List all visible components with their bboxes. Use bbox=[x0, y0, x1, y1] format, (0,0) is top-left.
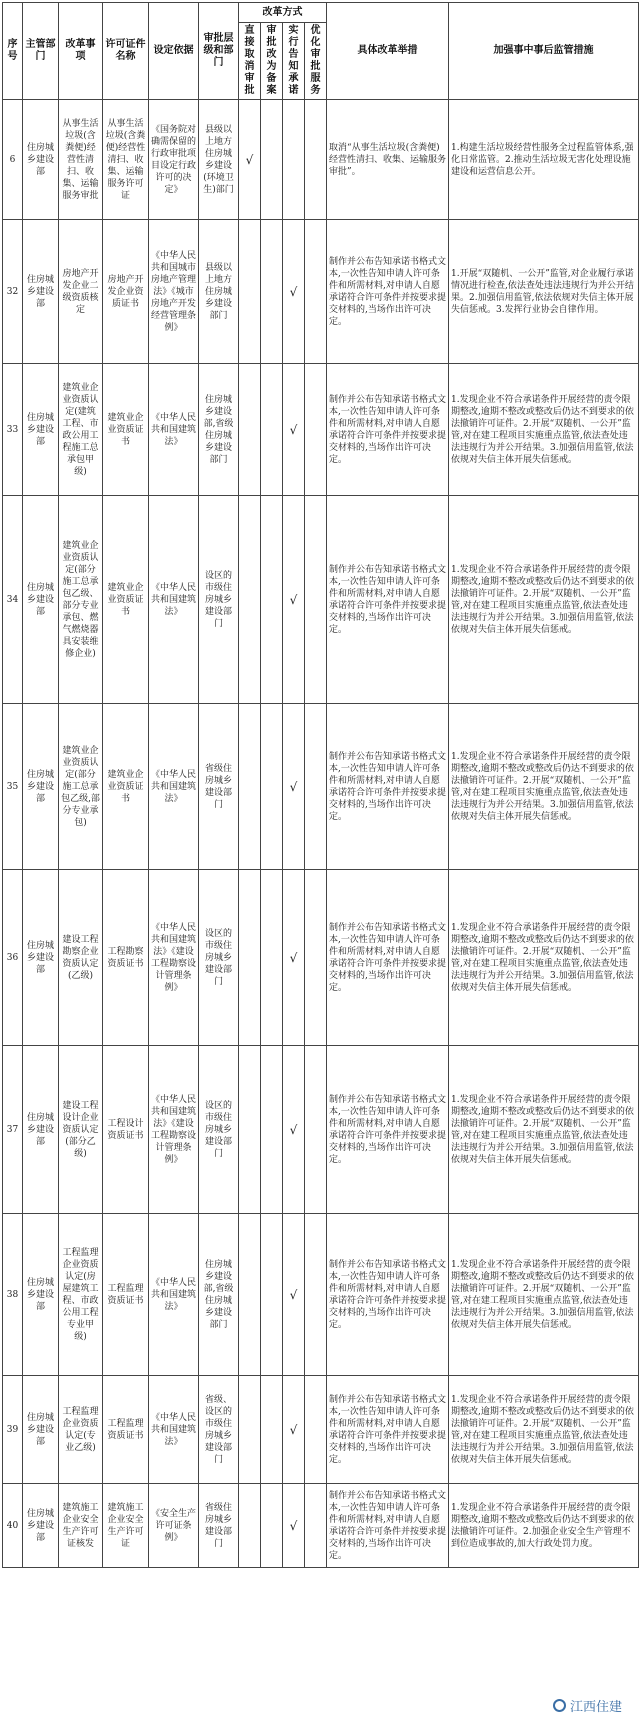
cell-license: 建筑施工企业安全生产许可证 bbox=[103, 1484, 149, 1568]
cell-level: 省级、设区的市级住房城乡建设部门 bbox=[199, 1376, 239, 1484]
cell-optimize bbox=[305, 870, 327, 1046]
cell-item: 建设工程设计企业资质认定(部分乙级) bbox=[59, 1046, 103, 1214]
table-row bbox=[3, 1484, 639, 1568]
cell-optimize bbox=[305, 496, 327, 704]
cell-filing bbox=[261, 220, 283, 364]
cell-basis: 《国务院对确需保留的行政审批项目设定行政许可的决定》 bbox=[149, 100, 199, 220]
header-notice: 实行告知承诺 bbox=[283, 23, 305, 100]
cell-basis: 《中华人民共和国城市房地产管理法》《城市房地产开发经营管理条例》 bbox=[149, 220, 199, 364]
cell-supervision: 1.发现企业不符合承诺条件开展经营的责令限期整改,逾期不整改或整改后仍达不到要求的依法撤销许可证件。2.开展“双随机、一公开”监管,对在建工程项目实施重点监管,依法查处违法违规行为并公开结果。3.加强信用监管,依法依规对失信主体开展失信惩戒。 bbox=[449, 870, 639, 1046]
cell-cancel bbox=[239, 704, 261, 870]
cell-license: 建筑业企业资质证书 bbox=[103, 496, 149, 704]
cell-seq: 35 bbox=[3, 704, 23, 870]
header-supervision: 加强事中事后监管措施 bbox=[449, 3, 639, 100]
cell-supervision: 1.发现企业不符合承诺条件开展经营的责令限期整改,逾期不整改或整改后仍达不到要求的依法撤销许可证件。2.开展“双随机、一公开”监管,对在建工程项目实施重点监管,依法查处违法违规行为并公开结果。3.加强信用监管,依法依规对失信主体开展失信惩戒。 bbox=[449, 704, 639, 870]
cell-cancel bbox=[239, 220, 261, 364]
cell-basis: 《中华人民共和国建筑法》 bbox=[149, 364, 199, 496]
cell-optimize bbox=[305, 220, 327, 364]
cell-measures: 制作并公布告知承诺书格式文本,一次性告知申请人许可条件和所需材料,对申请人自愿承诺符合许可条件并按要求提交材料的,当场作出许可决定。 bbox=[327, 496, 449, 704]
cell-level: 住房城乡建设部,省级住房城乡建设部门 bbox=[199, 364, 239, 496]
cell-seq: 39 bbox=[3, 1376, 23, 1484]
header-item: 改革事项 bbox=[59, 3, 103, 100]
cell-seq: 34 bbox=[3, 496, 23, 704]
cell-item: 从事生活垃圾(含粪便)经营性清扫、收集、运输服务审批 bbox=[59, 100, 103, 220]
cell-dept: 住房城乡建设部 bbox=[23, 220, 59, 364]
cell-basis: 《中华人民共和国建筑法》 bbox=[149, 1376, 199, 1484]
cell-supervision: 1.开展“双随机、一公开”监管,对企业履行承诺情况进行检查,依法查处违法违规行为并公开结果。2.加强信用监管,依法依规对失信主体开展失信惩戒。3.发挥行业协会自律作用。 bbox=[449, 220, 639, 364]
cell-level: 省级住房城乡建设部门 bbox=[199, 1484, 239, 1568]
table-row bbox=[3, 364, 639, 496]
cell-measures: 制作并公布告知承诺书格式文本,一次性告知申请人许可条件和所需材料,对申请人自愿承诺符合许可条件并按要求提交材料的,当场作出许可决定。 bbox=[327, 870, 449, 1046]
cell-cancel: √ bbox=[239, 100, 261, 220]
cell-supervision: 1.发现企业不符合承诺条件开展经营的责令限期整改,逾期不整改或整改后仍达不到要求的依法撤销许可证件。2.开展“双随机、一公开”监管,对在建工程项目实施重点监管,依法查处违法违规行为并公开结果。3.加强信用监管,依法依规对失信主体开展失信惩戒。 bbox=[449, 1046, 639, 1214]
cell-basis: 《中华人民共和国建筑法》 bbox=[149, 1214, 199, 1376]
cell-license: 工程监理资质证书 bbox=[103, 1376, 149, 1484]
cell-filing bbox=[261, 870, 283, 1046]
header-reform-group: 改革方式 bbox=[239, 3, 327, 23]
header-cancel: 直接取消审批 bbox=[239, 23, 261, 100]
cell-supervision: 1.发现企业不符合承诺条件开展经营的责令限期整改,逾期不整改或整改后仍达不到要求的依法撤销许可证件。2.开展“双随机、一公开”监管,对在建工程项目实施重点监管,依法查处违法违规行为并公开结果。3.加强信用监管,依法依规对失信主体开展失信惩戒。 bbox=[449, 364, 639, 496]
cell-item: 房地产开发企业二级资质核定 bbox=[59, 220, 103, 364]
cell-notice: √ bbox=[283, 704, 305, 870]
cell-optimize bbox=[305, 1046, 327, 1214]
table-row bbox=[3, 1376, 639, 1484]
cell-seq: 38 bbox=[3, 1214, 23, 1376]
cell-cancel bbox=[239, 364, 261, 496]
cell-item: 工程监理企业资质认定(房屋建筑工程、市政公用工程专业甲级) bbox=[59, 1214, 103, 1376]
cell-dept: 住房城乡建设部 bbox=[23, 496, 59, 704]
cell-notice: √ bbox=[283, 1376, 305, 1484]
cell-dept: 住房城乡建设部 bbox=[23, 1484, 59, 1568]
cell-license: 建筑业企业资质证书 bbox=[103, 704, 149, 870]
cell-level: 县级以上地方住房城乡建设部门 bbox=[199, 220, 239, 364]
cell-filing bbox=[261, 1484, 283, 1568]
header-measures: 具体改革举措 bbox=[327, 3, 449, 100]
cell-cancel bbox=[239, 1376, 261, 1484]
cell-dept: 住房城乡建设部 bbox=[23, 364, 59, 496]
table-row bbox=[3, 1046, 639, 1214]
cell-measures: 制作并公布告知承诺书格式文本,一次性告知申请人许可条件和所需材料,对申请人自愿承诺符合许可条件并按要求提交材料的,当场作出许可决定。 bbox=[327, 364, 449, 496]
cell-basis: 《中华人民共和国建筑法》 bbox=[149, 496, 199, 704]
cell-license: 工程监理资质证书 bbox=[103, 1214, 149, 1376]
cell-level: 住房城乡建设部,省级住房城乡建设部门 bbox=[199, 1214, 239, 1376]
cell-cancel bbox=[239, 496, 261, 704]
cell-notice: √ bbox=[283, 496, 305, 704]
cell-dept: 住房城乡建设部 bbox=[23, 704, 59, 870]
cell-measures: 制作并公布告知承诺书格式文本,一次性告知申请人许可条件和所需材料,对申请人自愿承诺符合许可条件并按要求提交材料的,当场作出许可决定。 bbox=[327, 1484, 449, 1568]
cell-license: 从事生活垃圾(含粪便)经营性清扫、收集、运输服务许可证 bbox=[103, 100, 149, 220]
watermark bbox=[553, 1696, 622, 1715]
table-row bbox=[3, 870, 639, 1046]
header-optimize: 优化审批服务 bbox=[305, 23, 327, 100]
cell-notice: √ bbox=[283, 870, 305, 1046]
cell-basis: 《中华人民共和国建筑法》 bbox=[149, 704, 199, 870]
cell-measures: 制作并公布告知承诺书格式文本,一次性告知申请人许可条件和所需材料,对申请人自愿承诺符合许可条件并按要求提交材料的,当场作出许可决定。 bbox=[327, 220, 449, 364]
cell-dept: 住房城乡建设部 bbox=[23, 1376, 59, 1484]
cell-basis: 《安全生产许可证条例》 bbox=[149, 1484, 199, 1568]
header-license: 许可证件名称 bbox=[103, 3, 149, 100]
cell-item: 建设工程勘察企业资质认定(乙级) bbox=[59, 870, 103, 1046]
cell-supervision: 1.构建生活垃圾经营性服务全过程监管体系,强化日常监管。2.推动生活垃圾无害化处理设施建设和运营信息公开。 bbox=[449, 100, 639, 220]
cell-supervision: 1.发现企业不符合承诺条件开展经营的责令限期整改,逾期不整改或整改后仍达不到要求的依法撤销许可证件。2.加强企业安全生产管理不到位造成事故的,加大行政处罚力度。 bbox=[449, 1484, 639, 1568]
table-row bbox=[3, 704, 639, 870]
cell-filing bbox=[261, 100, 283, 220]
reform-table bbox=[2, 2, 639, 1568]
cell-item: 建筑业企业资质认定(部分施工总承包乙级,部分专业承包) bbox=[59, 704, 103, 870]
cell-dept: 住房城乡建设部 bbox=[23, 1214, 59, 1376]
table-row bbox=[3, 496, 639, 704]
cell-supervision: 1.发现企业不符合承诺条件开展经营的责令限期整改,逾期不整改或整改后仍达不到要求的依法撤销许可证件。2.开展“双随机、一公开”监管,对在建工程项目实施重点监管,依法查处违法违规行为并公开结果。3.加强信用监管,依法依规对失信主体开展失信惩戒。 bbox=[449, 1214, 639, 1376]
header-level: 审批层级和部门 bbox=[199, 3, 239, 100]
cell-supervision: 1.发现企业不符合承诺条件开展经营的责令限期整改,逾期不整改或整改后仍达不到要求的依法撤销许可证件。2.开展“双随机、一公开”监管,对在建工程项目实施重点监管,依法查处违法违规行为并公开结果。3.加强信用监管,依法依规对失信主体开展失信惩戒。 bbox=[449, 1376, 639, 1484]
cell-item: 建筑施工企业安全生产许可证核发 bbox=[59, 1484, 103, 1568]
header-filing: 审批改为备案 bbox=[261, 23, 283, 100]
cell-seq: 6 bbox=[3, 100, 23, 220]
cell-cancel bbox=[239, 870, 261, 1046]
header-seq: 序号 bbox=[3, 3, 23, 100]
cell-item: 建筑业企业资质认定(部分施工总承包乙级、部分专业承包、燃气燃烧器具安装维修企业) bbox=[59, 496, 103, 704]
cell-measures: 取消“从事生活垃圾(含粪便)经营性清扫、收集、运输服务审批”。 bbox=[327, 100, 449, 220]
watermark-text: 江西住建 bbox=[569, 1700, 622, 1715]
cell-supervision: 1.发现企业不符合承诺条件开展经营的责令限期整改,逾期不整改或整改后仍达不到要求的依法撤销许可证件。2.开展“双随机、一公开”监管,对在建工程项目实施重点监管,依法查处违法违规行为并公开结果。3.加强信用监管,依法依规对失信主体开展失信惩戒。 bbox=[449, 496, 639, 704]
cell-item: 建筑业企业资质认定(建筑工程、市政公用工程施工总承包甲级) bbox=[59, 364, 103, 496]
cell-notice bbox=[283, 100, 305, 220]
cell-item: 工程监理企业资质认定(专业乙级) bbox=[59, 1376, 103, 1484]
cell-optimize bbox=[305, 704, 327, 870]
cell-measures: 制作并公布告知承诺书格式文本,一次性告知申请人许可条件和所需材料,对申请人自愿承诺符合许可条件并按要求提交材料的,当场作出许可决定。 bbox=[327, 1214, 449, 1376]
cell-optimize bbox=[305, 364, 327, 496]
cell-notice: √ bbox=[283, 1046, 305, 1214]
cell-filing bbox=[261, 496, 283, 704]
cell-level: 县级以上地方住房城乡建设(环境卫生)部门 bbox=[199, 100, 239, 220]
cell-measures: 制作并公布告知承诺书格式文本,一次性告知申请人许可条件和所需材料,对申请人自愿承诺符合许可条件并按要求提交材料的,当场作出许可决定。 bbox=[327, 704, 449, 870]
cell-cancel bbox=[239, 1484, 261, 1568]
cell-cancel bbox=[239, 1046, 261, 1214]
header-basis: 设定依据 bbox=[149, 3, 199, 100]
cell-basis: 《中华人民共和国建筑法》《建设工程勘察设计管理条例》 bbox=[149, 1046, 199, 1214]
cell-filing bbox=[261, 1046, 283, 1214]
cell-optimize bbox=[305, 1484, 327, 1568]
cell-optimize bbox=[305, 100, 327, 220]
cell-basis: 《中华人民共和国建筑法》《建设工程勘察设计管理条例》 bbox=[149, 870, 199, 1046]
cell-seq: 40 bbox=[3, 1484, 23, 1568]
cell-optimize bbox=[305, 1214, 327, 1376]
cell-seq: 36 bbox=[3, 870, 23, 1046]
cell-seq: 37 bbox=[3, 1046, 23, 1214]
cell-license: 工程设计资质证书 bbox=[103, 1046, 149, 1214]
cell-notice: √ bbox=[283, 220, 305, 364]
cell-level: 设区的市级住房城乡建设部门 bbox=[199, 1046, 239, 1214]
cell-measures: 制作并公布告知承诺书格式文本,一次性告知申请人许可条件和所需材料,对申请人自愿承诺符合许可条件并按要求提交材料的,当场作出许可决定。 bbox=[327, 1046, 449, 1214]
cell-optimize bbox=[305, 1376, 327, 1484]
cell-level: 设区的市级住房城乡建设部门 bbox=[199, 496, 239, 704]
cell-notice: √ bbox=[283, 1214, 305, 1376]
cell-notice: √ bbox=[283, 1484, 305, 1568]
table-row bbox=[3, 100, 639, 220]
cell-filing bbox=[261, 1214, 283, 1376]
table-row bbox=[3, 220, 639, 364]
cell-cancel bbox=[239, 1214, 261, 1376]
cell-level: 省级住房城乡建设部门 bbox=[199, 704, 239, 870]
cell-seq: 33 bbox=[3, 364, 23, 496]
cell-license: 房地产开发企业资质证书 bbox=[103, 220, 149, 364]
cell-dept: 住房城乡建设部 bbox=[23, 870, 59, 1046]
cell-level: 设区的市级住房城乡建设部门 bbox=[199, 870, 239, 1046]
table-row bbox=[3, 1214, 639, 1376]
cell-filing bbox=[261, 364, 283, 496]
wechat-logo-icon bbox=[553, 1699, 566, 1712]
cell-seq: 32 bbox=[3, 220, 23, 364]
cell-filing bbox=[261, 704, 283, 870]
cell-filing bbox=[261, 1376, 283, 1484]
cell-dept: 住房城乡建设部 bbox=[23, 1046, 59, 1214]
header-dept: 主管部门 bbox=[23, 3, 59, 100]
cell-dept: 住房城乡建设部 bbox=[23, 100, 59, 220]
cell-measures: 制作并公布告知承诺书格式文本,一次性告知申请人许可条件和所需材料,对申请人自愿承诺符合许可条件并按要求提交材料的,当场作出许可决定。 bbox=[327, 1376, 449, 1484]
cell-license: 工程勘察资质证书 bbox=[103, 870, 149, 1046]
cell-notice: √ bbox=[283, 364, 305, 496]
cell-license: 建筑业企业资质证书 bbox=[103, 364, 149, 496]
